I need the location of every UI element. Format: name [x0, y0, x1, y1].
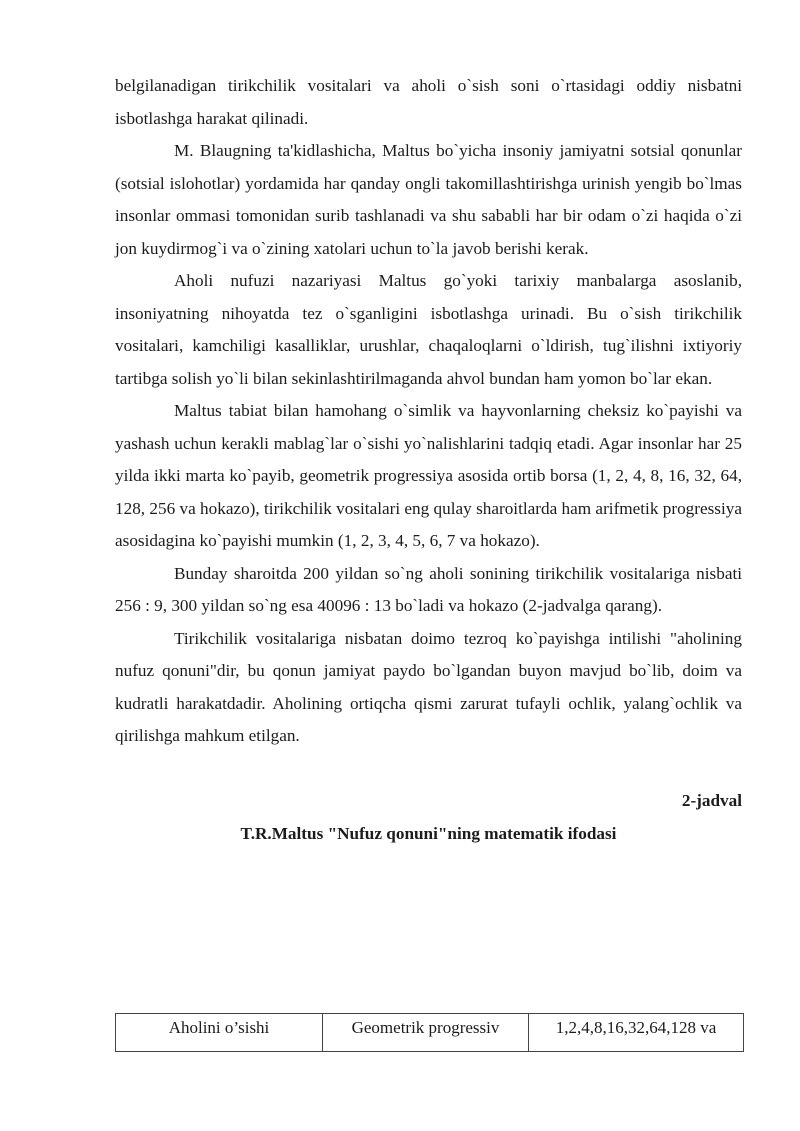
spacer — [115, 753, 742, 786]
paragraph-progressions: Maltus tabiat bilan hamohang o`simlik va hayvonlarning cheksiz ko`payishi va yashash uchun kerakli mablag`lar o`sishi yo`nalishlarini tadqiq etadi. Agar insonlar har 25 yilda ikki marta ko`payib, geometrik progressiya asosida ortib borsa (1, 2, 4, 8, 16, 32, 64, 128, 256 va hokazo), tirikchilik vositalari eng qulay sharoitlarda ham arifmetik progressiya asosidagina ko`payishi mumkin (1, 2, 3, 4, 5, 6, 7 va hokazo). — [115, 401, 742, 550]
table-row — [116, 1014, 744, 1052]
paragraph-blaug: M. Blaugning ta'kidlashicha, Maltus bo`yicha insoniy jamiyatni sotsial qonunlar (sotsial islohotlar) yordamida har qanday ongli takomillashtirishga urinish yengib bo`lmas insonlar ommasi tomonidan surib tashlanadi va shu sababli har bir odam o`zi haqida o`zi jon kuydirmog`i va o`zining xatolari uchun to`la javob berishi kerak. — [115, 141, 742, 258]
table-cell: 1,2,4,8,16,32,64,128 va — [529, 1014, 744, 1052]
paragraph-population-law: Tirikchilik vositalariga nisbatan doimo tezroq ko`payishga intilishi "aholining nufuz qonuni"dir, bu qonun jamiyat paydo bo`lgandan buyon mavjud bo`lib, doim va kudratli harakatdadir. Aholining ortiqcha qismi zarurat tufayli ochlik, yalang`ochlik va qirilishga mahkum etilgan. — [115, 628, 742, 745]
table-label: 2-jadval — [681, 791, 742, 810]
document-page — [115, 70, 742, 850]
paragraph-ratios: Bunday sharoitda 200 yildan so`ng aholi sonining tirikchilik vositalariga nisbati 256 : 9, 300 yildan so`ng esa 40096 : 13 bo`ladi va hokazo (2-jadvalga qarang). — [115, 563, 742, 615]
table-title: T.R.Maltus "Nufuz qonuni"ning matematik ifodasi — [240, 823, 617, 843]
paragraph-continuation: belgilanadigan tirikchilik vositalari va aholi o`sish soni o`rtasidagi oddiy nisbatni isbotlashga harakat qilinadi. — [115, 76, 742, 128]
paragraph-population-theory: Aholi nufuzi nazariyasi Maltus go`yoki tarixiy manbalarga asoslanib, insoniyatning nihoyatda tez o`sganligini isbotlashga urinadi. Bu o`sish tirikchilik vositalari, kamchiligi kasalliklar, urushlar, chaqaloqlarni o`ldirish, tug`ilishni ixtiyoriy tartibga solish yo`li bilan sekinlashtirilmaganda ahvol bundan ham yomon bo`lar ekan. — [115, 271, 742, 388]
table-cell: Geometrik progressiv — [323, 1014, 529, 1052]
data-table — [115, 1013, 744, 1052]
table-cell: Aholini o’sishi — [116, 1014, 323, 1052]
